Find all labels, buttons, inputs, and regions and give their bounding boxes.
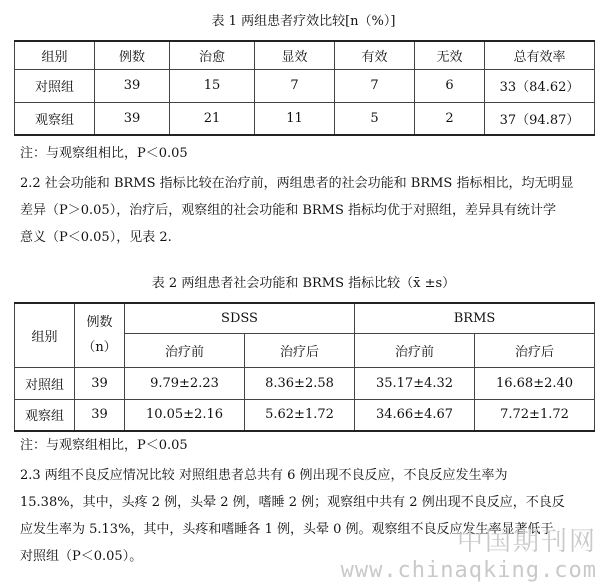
table-row [15,69,595,102]
table2 [14,302,595,432]
table-cell: 5.62±1.72 [245,399,355,431]
table-cell: 39 [75,367,125,399]
table-cell: 34.66±4.67 [355,399,475,431]
table2-subheader-cell: 治疗前 [355,333,475,367]
table1 [14,40,595,136]
table1-header-cell: 组别 [15,41,95,69]
table-cell: 10.05±2.16 [125,399,245,431]
table-cell: 39 [75,399,125,431]
section-2-2-paragraph [20,170,600,251]
table1-caption: 表 1 两组患者疗效比较[n（%）] [211,14,396,29]
table2-header-cell: 组别 [15,303,75,367]
table-cell: 6 [415,69,485,102]
table-cell: 对照组 [15,69,95,102]
table-cell: 9.79±2.23 [125,367,245,399]
paragraph-line: 应发生率为 5.13%，其中，头疼和嗜睡各 1 例，头晕 0 例。观察组不良反应发生率显著低于 [20,522,554,537]
table2-header-sdss: SDSS [125,303,355,333]
table-cell: 5 [335,102,415,135]
table-cell: 37（94.87） [485,102,595,135]
section-2-3-paragraph [20,462,600,570]
table2-header-cases [75,303,125,367]
table-cell: 11 [255,102,335,135]
table2-subheader-cell: 治疗后 [475,333,595,367]
table-cell: 7 [255,69,335,102]
watermark-cn: 中国期刊网 [456,527,597,557]
table-cell: 7.72±1.72 [475,399,595,431]
table1-header-cell: 治愈 [170,41,255,69]
table-row [15,399,595,431]
table1-header-cell: 无效 [415,41,485,69]
table-cell: 2 [415,102,485,135]
table1-header-cell: 显效 [255,41,335,69]
table-cell: 39 [95,102,170,135]
paragraph-line: 对照组（P＜0.05）。 [20,549,143,564]
table1-header-row [15,41,595,69]
table-cell: 21 [170,102,255,135]
table-cell: 对照组 [15,367,75,399]
paragraph-line: 意义（P＜0.05），见表 2. [20,230,172,245]
paragraph-line: 2.2 社会功能和 BRMS 指标比较在治疗前，两组患者的社会功能和 BRMS 指标相比，均无明显 [20,176,574,191]
table1-header-cell: 有效 [335,41,415,69]
table-cell: 8.36±2.58 [245,367,355,399]
table-cell: 观察组 [15,399,75,431]
table-cell: 33（84.62） [485,69,595,102]
table2-note [20,432,600,459]
table-cell: 15 [170,69,255,102]
paragraph-line: 差异（P＞0.05），治疗后，观察组的社会功能和 BRMS 指标均优于对照组，差异具有统计学 [20,203,557,218]
header-cases-line1: 例数 [86,315,113,331]
paragraph-line: 2.3 两组不良反应情况比较 对照组患者总共有 6 例出现不良反应，不良反应发生率为 [20,468,508,483]
note-text: 注：与观察组相比，P＜0.05 [20,438,188,453]
paragraph-line: 15.38%，其中，头疼 2 例，头晕 2 例，嗜睡 2 例；观察组中共有 2 例出现不良反应，不良反 [20,495,565,510]
table1-note [20,140,600,167]
table1-header-cell: 总有效率 [485,41,595,69]
table2-header-row [15,303,595,333]
table2-subheader-cell: 治疗前 [125,333,245,367]
header-cases-line2: （n） [82,340,117,356]
table-cell: 16.68±2.40 [475,367,595,399]
note-text: 注：与观察组相比，P＜0.05 [20,146,188,161]
table-cell: 39 [95,69,170,102]
table-cell: 35.17±4.32 [355,367,475,399]
table-cell: 7 [335,69,415,102]
table2-header-brms: BRMS [355,303,595,333]
table-row [15,367,595,399]
table-row [15,102,595,135]
table-cell: 观察组 [15,102,95,135]
watermark-url: www.chinaqking.com [340,558,597,583]
table2-caption: 表 2 两组患者社会功能和 BRMS 指标比较（x̄ ±s） [151,276,456,291]
table2-subheader-cell: 治疗后 [245,333,355,367]
table1-header-cell: 例数 [95,41,170,69]
